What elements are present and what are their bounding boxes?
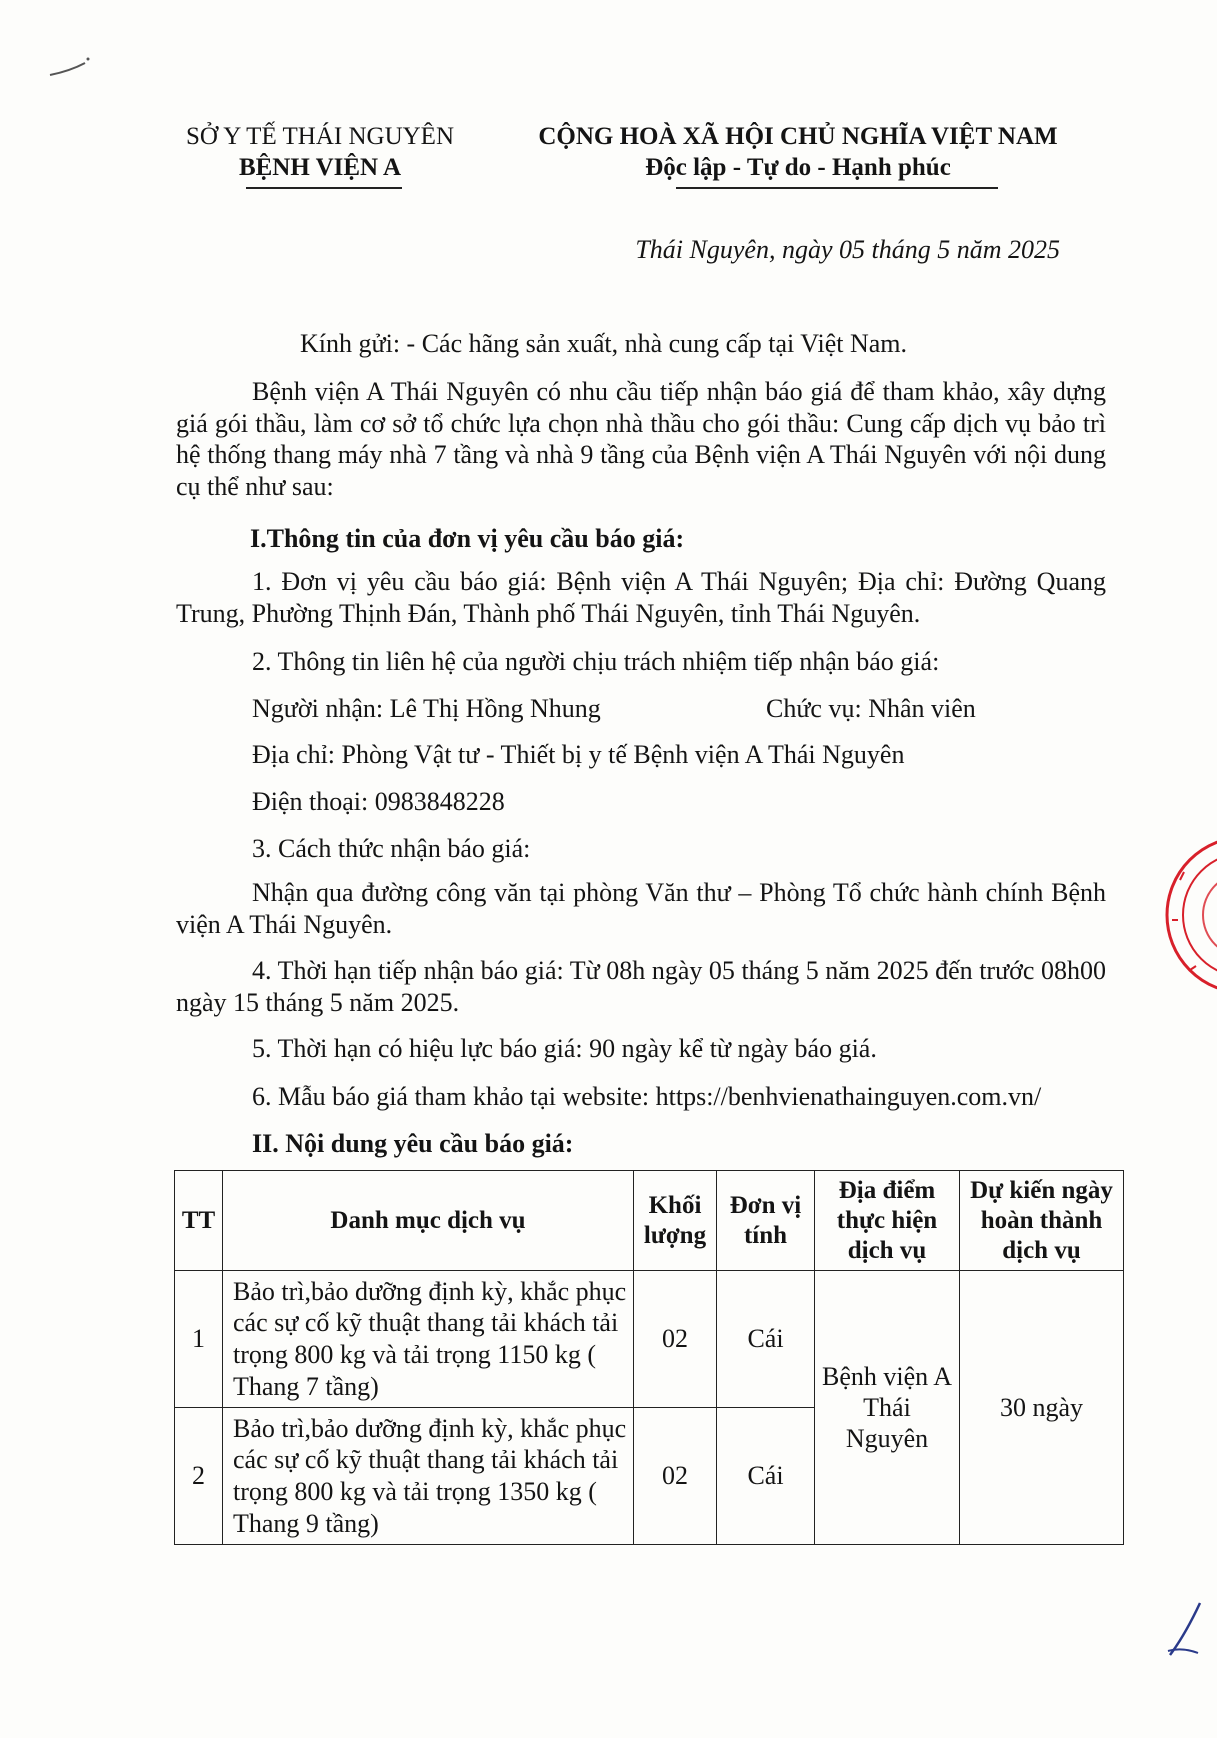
date-line: Thái Nguyên, ngày 05 tháng 5 năm 2025 bbox=[635, 235, 1060, 264]
hospital-name: BỆNH VIỆN A bbox=[238, 153, 402, 181]
requesting-unit: 1. Đơn vị yêu cầu báo giá: Bệnh viện A Thái Nguyên; Địa chỉ: Đường Quang Trung, Phường Thịnh Đán, Thành phố Thái Nguyên, tỉnh Thái Nguyên. bbox=[176, 567, 1106, 628]
validity-period: 5. Thời hạn có hiệu lực báo giá: 90 ngày kể từ ngày báo giá. bbox=[252, 1034, 877, 1063]
receipt-deadline: 4. Thời hạn tiếp nhận báo giá: Từ 08h ngày 05 tháng 5 năm 2025 đến trước 08h00 ngày 15 tháng 5 năm 2025. bbox=[176, 956, 1106, 1017]
motto-line: Độc lập - Tự do - Hạnh phúc bbox=[645, 153, 951, 181]
org-underline bbox=[246, 187, 402, 189]
receiver-position: Chức vụ: Nhân viên bbox=[766, 694, 976, 723]
issuing-organization bbox=[170, 122, 470, 183]
section2-heading: II. Nội dung yêu cầu báo giá: bbox=[252, 1129, 574, 1158]
initial-mark-icon bbox=[1160, 1595, 1210, 1665]
col-header-service: Danh mục dịch vụ bbox=[223, 1171, 634, 1271]
motto-underline bbox=[676, 187, 998, 189]
template-website: 6. Mẫu báo giá tham khảo tại website: https://benhvienathainguyen.com.vn/ bbox=[252, 1082, 1042, 1111]
country-name: CỘNG HOÀ XÃ HỘI CHỦ NGHĨA VIỆT NAM bbox=[538, 123, 1058, 150]
col-header-unit: Đơn vị tính bbox=[717, 1171, 815, 1271]
unit-cell: Cái bbox=[717, 1271, 815, 1408]
red-seal-icon bbox=[1150, 820, 1217, 1020]
row-number: 1 bbox=[175, 1271, 223, 1408]
receiver-name: Người nhận: Lê Thị Hồng Nhung bbox=[252, 694, 601, 723]
row-number: 2 bbox=[175, 1408, 223, 1545]
table-row bbox=[175, 1271, 1124, 1408]
national-motto bbox=[528, 122, 1068, 183]
contact-info-heading: 2. Thông tin liên hệ của người chịu trách nhiệm tiếp nhận báo giá: bbox=[252, 647, 940, 676]
service-quote-table bbox=[174, 1170, 1124, 1545]
service-description: Bảo trì,bảo dưỡng định kỳ, khắc phục các sự cố kỹ thuật thang tải khách tải trọng 800 kg và tải trọng 1350 kg ( Thang 9 tầng) bbox=[223, 1408, 634, 1545]
pen-mark-icon bbox=[40, 45, 100, 85]
service-description: Bảo trì,bảo dưỡng định kỳ, khắc phục các sự cố kỹ thuật thang tải khách tải trọng 800 kg và tải trọng 1150 kg ( Thang 7 tầng) bbox=[223, 1271, 634, 1408]
section1-heading: I.Thông tin của đơn vị yêu cầu báo giá: bbox=[250, 524, 685, 553]
location-cell: Bệnh viện A Thái Nguyên bbox=[815, 1271, 960, 1545]
quantity-cell: 02 bbox=[634, 1271, 717, 1408]
col-header-quantity: Khối lượng bbox=[634, 1171, 717, 1271]
receiver-address: Địa chỉ: Phòng Vật tư - Thiết bị y tế Bệnh viện A Thái Nguyên bbox=[252, 740, 905, 769]
col-header-completion: Dự kiến ngày hoàn thành dịch vụ bbox=[960, 1171, 1124, 1271]
col-header-tt: TT bbox=[175, 1171, 223, 1271]
receipt-method-detail: Nhận qua đường công văn tại phòng Văn thư – Phòng Tổ chức hành chính Bệnh viện A Thái Nguyên. bbox=[176, 878, 1106, 939]
quantity-cell: 02 bbox=[634, 1408, 717, 1545]
receiver-phone: Điện thoại: 0983848228 bbox=[252, 787, 505, 816]
recipient-line: Kính gửi: - Các hãng sản xuất, nhà cung cấp tại Việt Nam. bbox=[300, 329, 908, 358]
completion-cell: 30 ngày bbox=[960, 1271, 1124, 1545]
unit-cell: Cái bbox=[717, 1408, 815, 1545]
department-name: SỞ Y TẾ THÁI NGUYÊN bbox=[185, 123, 455, 150]
table-header-row bbox=[175, 1171, 1124, 1271]
receipt-method-heading: 3. Cách thức nhận báo giá: bbox=[252, 834, 531, 863]
col-header-location: Địa điểm thực hiện dịch vụ bbox=[815, 1171, 960, 1271]
intro-paragraph: Bệnh viện A Thái Nguyên có nhu cầu tiếp nhận báo giá để tham khảo, xây dựng giá gói thầu, làm cơ sở tổ chức lựa chọn nhà thầu cho gói thầu: Cung cấp dịch vụ bảo trì hệ thống thang máy nhà 7 tầng và nhà 9 tầng của Bệnh viện A Thái Nguyên với nội dung cụ thể như sau: bbox=[176, 377, 1106, 502]
